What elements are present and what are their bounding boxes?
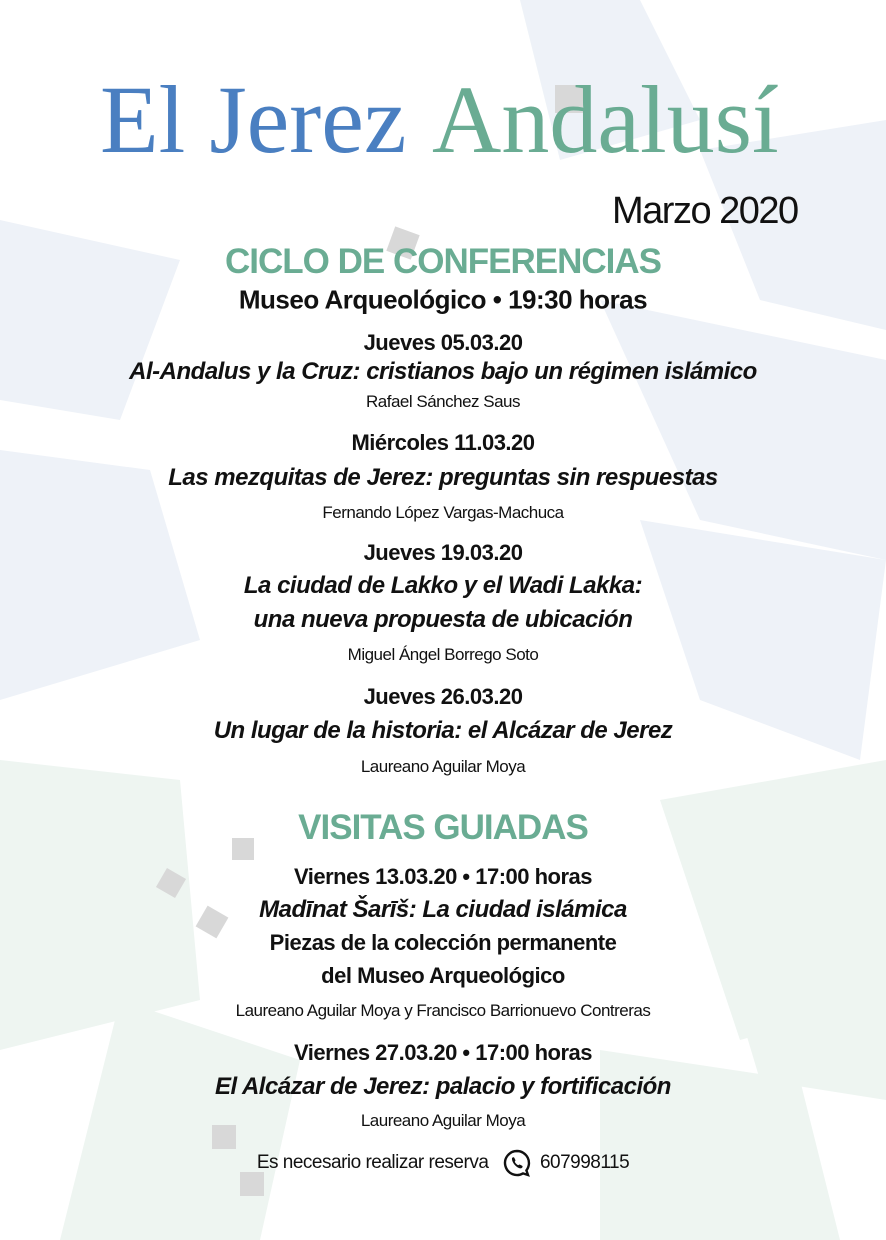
visit-title: Madīnat Šarīš: La ciudad islámica xyxy=(259,896,627,923)
title-andalusi: Andalusí xyxy=(432,66,779,173)
visit-date: Viernes 13.03.20 • 17:00 horas xyxy=(293,864,593,889)
visits-heading: VISITAS GUIADAS xyxy=(298,808,588,847)
conference-speaker: Miguel Ángel Borrego Soto xyxy=(347,645,539,664)
conference-title: una nueva propuesta de ubicación xyxy=(253,606,633,633)
visit-title: El Alcázar de Jerez: palacio y fortificación xyxy=(215,1073,671,1100)
conference-speaker: Laureano Aguilar Moya xyxy=(360,757,526,776)
whatsapp-phone-icon xyxy=(501,1148,533,1178)
conference-title: Un lugar de la historia: el Alcázar de Jerez xyxy=(213,717,673,744)
visit-subtitle: Piezas de la colección permanente xyxy=(269,930,617,955)
conference-date: Jueves 05.03.20 xyxy=(363,330,523,355)
phone-number: 607998115 xyxy=(539,1152,630,1174)
conferences-heading: CICLO DE CONFERENCIAS xyxy=(225,242,661,281)
reservation-text: Es necesario realizar reserva xyxy=(256,1152,489,1174)
conferences-venue: Museo Arqueológico • 19:30 horas xyxy=(238,284,648,315)
conference-title: Al-Andalus y la Cruz: cristianos bajo un régimen islámico xyxy=(129,358,757,385)
visit-date: Viernes 27.03.20 • 17:00 horas xyxy=(293,1040,593,1065)
conference-title: La ciudad de Lakko y el Wadi Lakka: xyxy=(243,572,643,599)
reservation-line xyxy=(0,1148,886,1178)
conference-date: Jueves 26.03.20 xyxy=(363,684,523,709)
conference-speaker: Fernando López Vargas-Machuca xyxy=(322,503,564,522)
conference-date: Jueves 19.03.20 xyxy=(363,540,523,565)
title-el-jerez: El Jerez xyxy=(100,66,407,173)
visit-subtitle: del Museo Arqueológico xyxy=(321,963,565,988)
visit-speaker: Laureano Aguilar Moya xyxy=(360,1111,526,1130)
conference-title: Las mezquitas de Jerez: preguntas sin respuestas xyxy=(168,464,718,491)
conference-speaker: Rafael Sánchez Saus xyxy=(366,392,520,411)
event-month: Marzo 2020 xyxy=(612,190,798,232)
conference-date: Miércoles 11.03.20 xyxy=(351,430,535,455)
visit-speaker: Laureano Aguilar Moya y Francisco Barrionuevo Contreras xyxy=(235,1001,651,1020)
